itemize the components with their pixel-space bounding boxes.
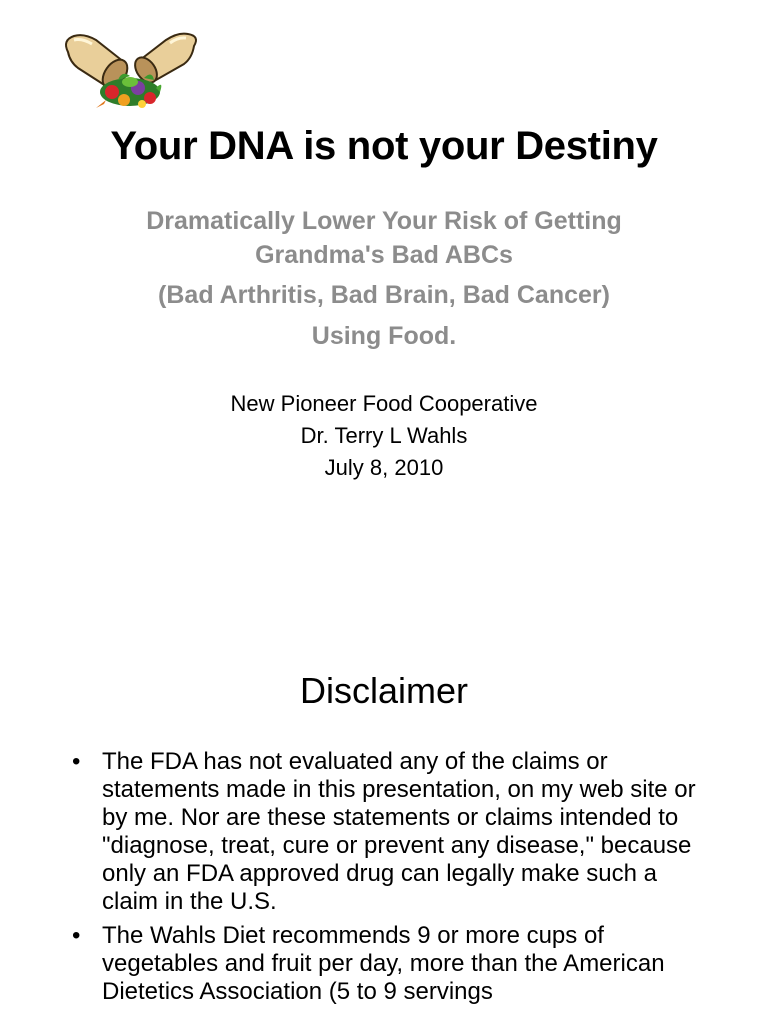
organization-name: New Pioneer Food Cooperative [230, 391, 538, 416]
bullet-text: The Wahls Diet recommends 9 or more cups of vegetables and fruit per day, more than the American Dietetics Association (5 to 9 servings [102, 922, 665, 1005]
subtitle-block [80, 204, 688, 354]
list-item [72, 922, 712, 1006]
list-item [72, 748, 712, 916]
presentation-title: Your DNA is not your Destiny [110, 124, 658, 168]
capsule-with-vegetables-icon [60, 30, 202, 114]
bullet-icon: • [72, 748, 81, 775]
bullet-text: The FDA has not evaluated any of the claims or statements made in this presentation, on my web site or by me. Nor are these statements or claims intended to "diagnose, treat, cure or prevent any disease," because only an FDA approved drug can legally make such a claim in the U.S. [102, 748, 696, 915]
subtitle-line-1: Dramatically Lower Your Risk of Getting Grandma's Bad ABCs [146, 207, 622, 269]
disclaimer-title: Disclaimer [299, 670, 468, 711]
bullet-icon: • [72, 922, 81, 949]
slide-disclaimer [0, 630, 768, 1024]
capsule-right-half [131, 34, 196, 87]
subtitle-line-3: Using Food. [311, 322, 457, 350]
subtitle-line-2: (Bad Arthritis, Bad Brain, Bad Cancer) [158, 281, 610, 309]
presentation-meta [0, 388, 768, 484]
disclaimer-bullet-list [72, 748, 712, 1012]
author-name: Dr. Terry L Wahls [300, 423, 468, 448]
presentation-date: July 8, 2010 [324, 455, 444, 480]
